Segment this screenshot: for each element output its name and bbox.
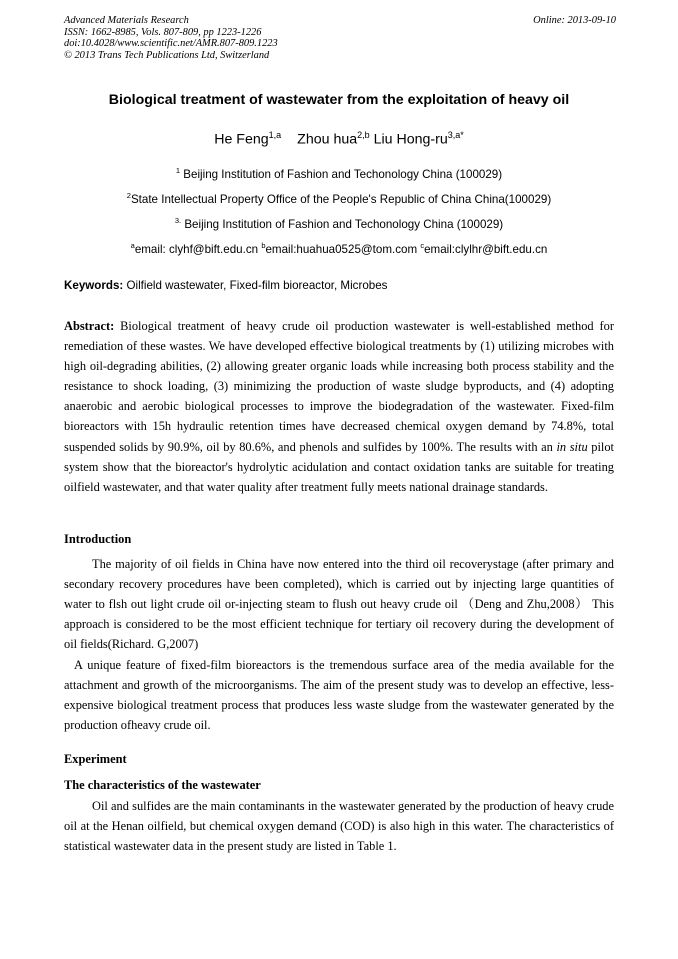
email-address[interactable]: email:huahua0525@tom.com [265,242,418,256]
issn-line: ISSN: 1662-8985, Vols. 807-809, pp 1223-1226 [64,26,262,38]
abstract-italic: in situ [556,439,588,454]
journal-name: Advanced Materials Research [64,15,189,26]
affiliation-1 [0,166,678,181]
email-sup: b [261,241,266,250]
author-name: Zhou hua [297,131,358,148]
author-name: Liu Hong-ru [373,131,448,148]
author-list [0,130,678,148]
copyright-line: © 2013 Trans Tech Publications Ltd, Switzerland [64,49,270,61]
experiment-heading: Experiment [64,752,127,766]
introduction-paragraph-2: A unique feature of fixed-film bioreactors is the tremendous surface area of the media available for the attachment and growth of the microorganisms. The aim of the present study was to develop an effective, less-expensive biological treatment process that produces less waste sludge from the wastewater generated by the production ofheavy crude oil. [64,658,614,733]
affiliation-2 [0,191,678,206]
affiliation-3 [0,216,678,231]
affiliation-sup: 1 [175,166,181,175]
abstract-text: Biological treatment of heavy crude oil production wastewater is well-established method for remediation of these wastes. We have developed effective biological treatments by (1) utilizing microbes with high oil-degrading abilities, (2) allowing greater organic loads while increasing both process stability and the resistance to shock loading, (3) minimizing the production of waste sludge byproducts, and (4) adopting anaerobic and aerobic biological processes to improve the biodegradation of the wastewater. Fixed-film bioreactors with 15h hydraulic retention times have decreased chemical oxygen demand by 74.8%, total suspended solids by 90.9%, oil by 80.6%, and phenols and sulfides by 100%. The results with an [64,319,614,454]
experiment-subheading: The characteristics of the wastewater [64,778,261,792]
introduction-heading: Introduction [64,532,132,546]
keywords-line [64,279,387,292]
author-name: He Feng [214,131,269,148]
email-sup: a [130,241,135,250]
publication-info [64,15,616,61]
affiliation-text: State Intellectual Property Office of the People's Republic of China China(100029) [130,192,552,206]
introduction-paragraph-1: The majority of oil fields in China have now entered into the third oil recoverystage (after primary and secondary recovery procedures have been completed), which is carried out by injecting large quantities of water to flsh out light crude oil or-injecting steam to flush out heavy crude oil （Deng and Zhu,2008） This approach is considered to be the most efficient technique for tertiary oil recovery during the development of oil fields(Richard. G,2007) [64,557,614,652]
online-date: Online: 2013-09-10 [533,15,616,26]
affiliation-sup: 2 [126,191,131,200]
author-sup: 2,b [357,130,370,140]
keywords-label: Keywords: [64,279,124,292]
email-address[interactable]: email:clylhr@bift.edu.cn [424,242,548,256]
abstract-text-end: pilot system show that the bioreactor's hydrolytic acidulation and contact oxidation tanks are suitable for treating oilfield wastewater, and that water quality after treatment fully meets national drainage standards. [64,439,614,494]
experiment-paragraph-1: Oil and sulfides are the main contaminants in the wastewater generated by the production of heavy crude oil at the Henan oilfield, but chemical oxygen demand (COD) is also high in this water. The characteristics of statistical wastewater data in the present study are listed in Table 1. [64,799,614,854]
affiliation-sup: 3. [174,216,182,225]
keywords-text: Oilfield wastewater, Fixed-film bioreactor, Microbes [126,279,388,292]
affiliation-text: Beijing Institution of Fashion and Techonology China (100029) [184,217,504,231]
abstract-label: Abstract: [64,319,115,333]
email-line [0,241,678,256]
author-sup: 3,a* [447,130,464,140]
paper-title: Biological treatment of wastewater from the exploitation of heavy oil [108,92,570,108]
doi-line: doi:10.4028/www.scientific.net/AMR.807-809.1223 [64,38,278,50]
author-sup: 1,a [268,130,282,140]
abstract-paragraph [64,316,614,497]
email-address[interactable]: email: clyhf@bift.edu.cn [134,242,259,256]
affiliation-text: Beijing Institution of Fashion and Techonology China (100029) [183,167,503,181]
email-sup: c [420,241,425,250]
